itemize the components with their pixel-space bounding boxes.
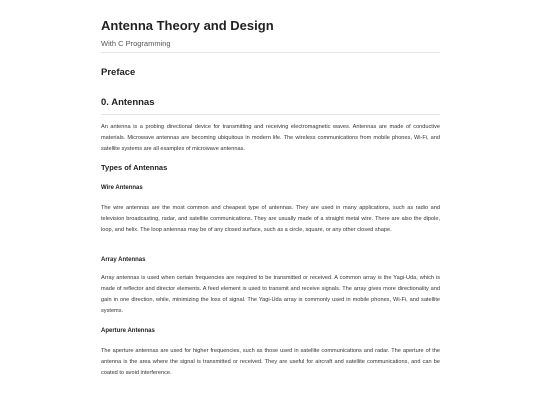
aperture-antennas-paragraph: The aperture antennas are used for higher frequencies, such as those used in satellite communications and radar. The aperture of the antenna is the area where the signal is transmitted or received. They are useful for aircraft and satellite communications, and can be coated to avoid interference.	[101, 348, 440, 376]
chapter-heading: 0. Antennas	[101, 97, 155, 108]
wire-antennas-heading: Wire Antennas	[101, 185, 143, 191]
array-antennas-paragraph: Array antennas is used when certain frequencies are required to be transmitted or received. A common array is the Yagi-Uda, which is made of reflector and director elements. A feed element is used to transmit and receive signals. The array gives more directionality and gain in one direction, while, minimizing the loss of signal. The Yagi-Uda array is commonly used in mobile phones, Wi-Fi, and satellite systems.	[101, 275, 440, 314]
divider	[101, 52, 440, 53]
divider	[101, 114, 440, 115]
aperture-antennas-heading: Aperture Antennas	[101, 328, 155, 334]
preface-heading: Preface	[101, 67, 136, 78]
array-antennas-heading: Array Antennas	[101, 257, 146, 263]
chapter-intro-paragraph: An antenna is a probing directional device for transmitting and receiving electromagnetic waves. Antennas are made of conductive materials. Microwave antennas are becoming ubiquitous in modern life. The wireless communications from mobile phones, Wi-Fi, and satellite systems are all examples of microwave antennas.	[101, 124, 440, 152]
book-title: Antenna Theory and Design	[101, 18, 274, 33]
book-subtitle: With C Programming	[101, 39, 171, 48]
wire-antennas-paragraph: The wire antennas are the most common and cheapest type of antennas. They are used in many applications, such as radio and television broadcasting, radar, and satellite communications. They are usually made of a straight metal wire. There are also the dipole, loop, and helix. The loop antennas may be of any closed surface, such as a circle, square, or any other closed shape.	[101, 205, 440, 233]
types-of-antennas-heading: Types of Antennas	[101, 163, 168, 172]
